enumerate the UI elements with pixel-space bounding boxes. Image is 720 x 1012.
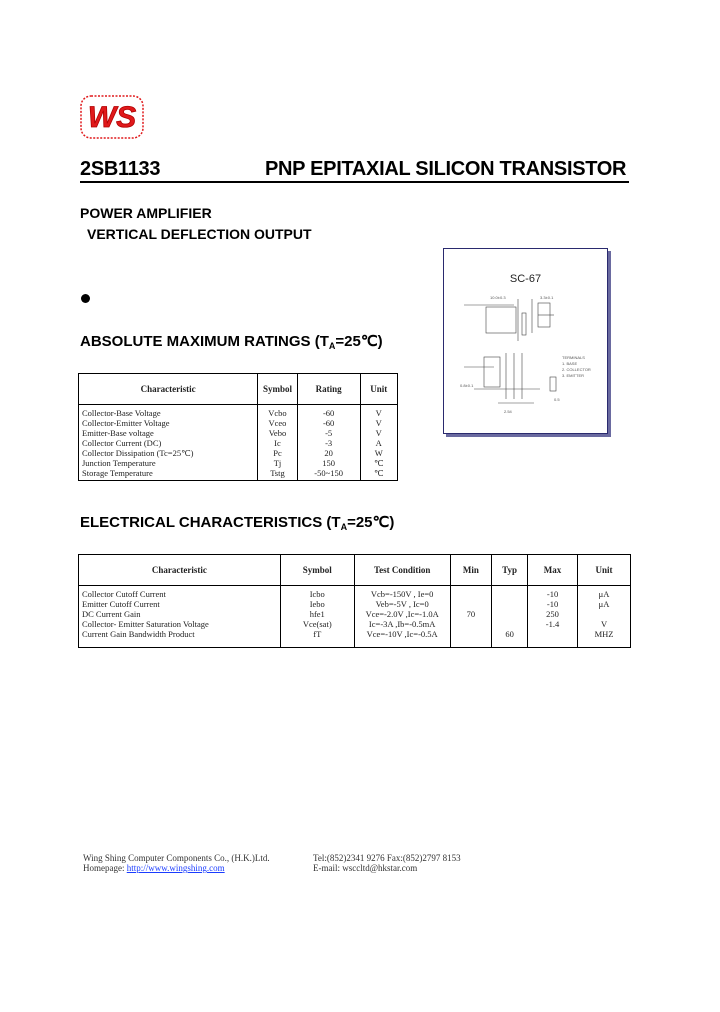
feature-line-2: VERTICAL DEFLECTION OUTPUT bbox=[87, 226, 312, 242]
table-row: Junction Temperature Tj 150 ℃ bbox=[79, 458, 398, 468]
package-outline-drawing bbox=[444, 249, 609, 435]
col-header: Max bbox=[528, 555, 578, 586]
table-row: Collector Current (DC) Ic -3 A bbox=[79, 438, 398, 448]
abs-max-ratings-title: ABSOLUTE MAXIMUM RATINGS $(T_A=25℃)$ bbox=[80, 333, 383, 351]
package-name: SC-67 bbox=[509, 273, 542, 285]
table-header-row bbox=[79, 374, 398, 405]
logo-text: WS bbox=[87, 101, 137, 134]
electrical-characteristics-table bbox=[78, 554, 631, 648]
electrical-characteristics-title: ELECTRICAL CHARACTERISTICS $(T_A=25℃)$ bbox=[80, 514, 395, 532]
header-divider bbox=[80, 181, 629, 183]
svg-text:2. COLLECTOR: 2. COLLECTOR bbox=[562, 367, 591, 372]
page-title: PNP EPITAXIAL SILICON TRANSISTOR bbox=[265, 158, 627, 180]
svg-text:0.5: 0.5 bbox=[554, 397, 560, 402]
feature-line-1: POWER AMPLIFIER bbox=[80, 205, 212, 221]
col-header: Typ bbox=[492, 555, 528, 586]
col-header: Min bbox=[450, 555, 492, 586]
col-header: Unit bbox=[360, 374, 398, 405]
table-row: Collector-Emitter Voltage Vceo -60 V bbox=[79, 418, 398, 428]
table-row: Collector- Emitter Saturation Voltage Vce(sat) Ic=-3A ,Ib=-0.5mA -1.4 V bbox=[79, 619, 631, 629]
footer-email: E-mail: wsccltd@hkstar.com bbox=[313, 863, 418, 873]
table-row: Collector-Base Voltage Vcbo -60 V bbox=[79, 405, 398, 419]
col-header: Unit bbox=[578, 555, 631, 586]
homepage-label: Homepage: bbox=[83, 863, 125, 873]
table-row: Emitter Cutoff Current Iebo Veb=-5V , Ic=0 -10 μA bbox=[79, 599, 631, 609]
company-logo bbox=[80, 95, 144, 139]
svg-text:2.54: 2.54 bbox=[504, 409, 512, 414]
table-row: Collector Cutoff Current Icbo Vcb=-150V , Ie=0 -10 μA bbox=[79, 586, 631, 600]
bullet-icon bbox=[81, 294, 90, 303]
abs-max-ratings-table bbox=[78, 373, 398, 481]
table-row: Current Gain Bandwidth Product fT Vce=-10V ,Ic=-0.5A 60 MHZ bbox=[79, 629, 631, 648]
table-header-row bbox=[79, 555, 631, 586]
table-row: Collector Dissipation (Tc=25℃) Pc 20 W bbox=[79, 448, 398, 458]
part-number: 2SB1133 bbox=[80, 158, 161, 180]
table-row: DC Current Gain hfe1 Vce=-2.0V ,Ic=-1.0A 70 250 bbox=[79, 609, 631, 619]
homepage-link[interactable]: http://www.wingshing.com bbox=[126, 863, 225, 873]
svg-text:10.0±0.3: 10.0±0.3 bbox=[490, 295, 506, 300]
package-drawing bbox=[443, 248, 608, 434]
col-header: Symbol bbox=[258, 374, 297, 405]
col-header: Symbol bbox=[280, 555, 354, 586]
footer-company: Wing Shing Computer Components Co., (H.K.)Ltd. bbox=[83, 853, 270, 863]
col-header: Rating bbox=[297, 374, 360, 405]
col-header: Characteristic bbox=[79, 374, 258, 405]
svg-text:3. EMITTER: 3. EMITTER bbox=[562, 373, 585, 378]
table-row: Emitter-Base voltage Vebo -5 V bbox=[79, 428, 398, 438]
col-header: Characteristic bbox=[79, 555, 281, 586]
col-header: Test Condition bbox=[354, 555, 450, 586]
svg-text:0.8±0.1: 0.8±0.1 bbox=[460, 383, 474, 388]
svg-text:1. BASE: 1. BASE bbox=[562, 361, 578, 366]
svg-text:TERMINALS: TERMINALS bbox=[562, 355, 585, 360]
footer-tel-fax: Tel:(852)2341 9276 Fax:(852)2797 8153 bbox=[313, 853, 461, 863]
svg-text:3.3±0.1: 3.3±0.1 bbox=[540, 295, 554, 300]
footer-homepage bbox=[83, 863, 225, 873]
table-row: Storage Temperature Tstg -50~150 ℃ bbox=[79, 468, 398, 481]
